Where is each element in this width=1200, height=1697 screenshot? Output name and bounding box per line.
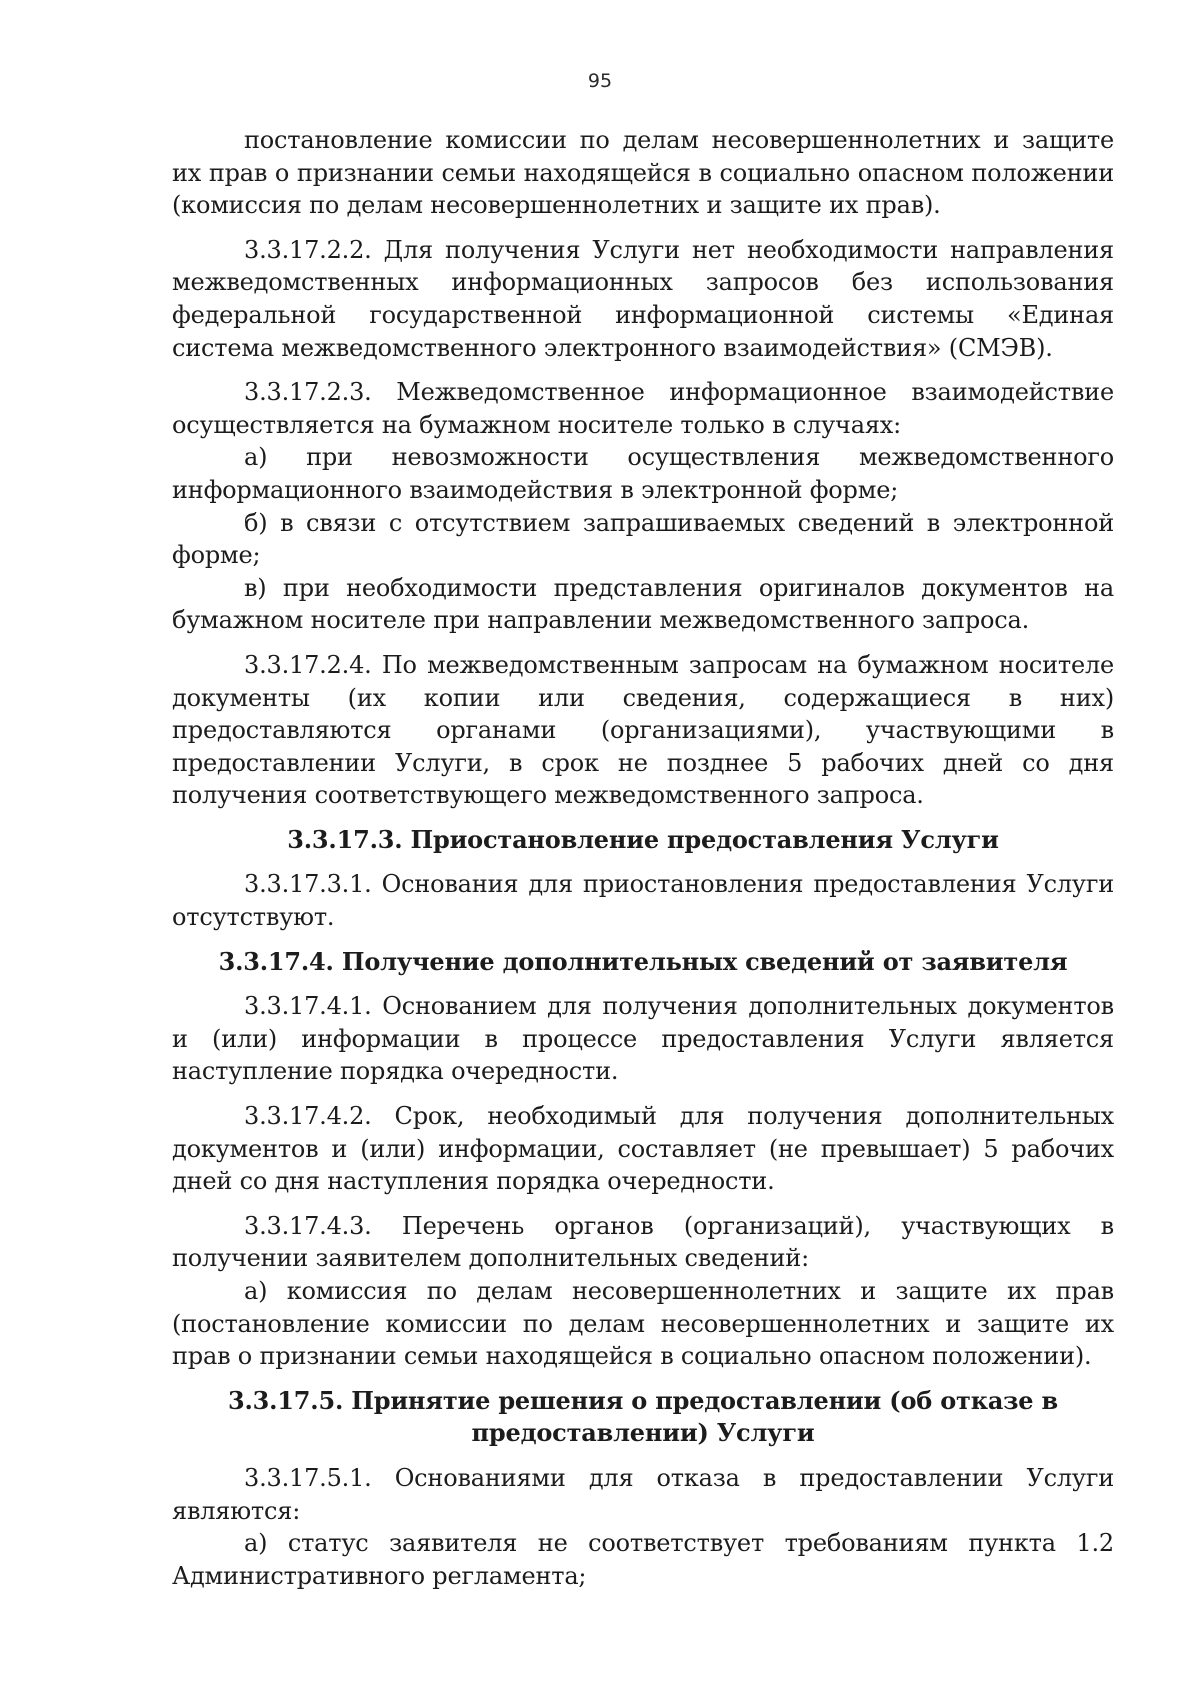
page-content: [172, 124, 1114, 1592]
section-heading-3-3-17-5: [172, 1385, 1114, 1450]
paragraph-3-3-17-2-2: 3.3.17.2.2. Для получения Услуги нет необходимости направления межведомственных информационных запросов без использования федеральной государственной информационной системы «Единая система межведомственного электронного взаимодействия» (СМЭВ).: [172, 235, 1114, 362]
paragraph-3-3-17-3-1: 3.3.17.3.1. Основания для приостановления предоставления Услуги отсутствуют.: [172, 870, 1114, 932]
paragraph-3-3-17-4-2: 3.3.17.4.2. Срок, необходимый для получения дополнительных документов и (или) информации, составляет (не превышает) 5 рабочих дней со дня наступления порядка очередности.: [172, 1102, 1114, 1196]
section-heading-line-2: предоставлении) Услуги: [471, 1418, 815, 1448]
paragraph-3-3-17-5-1: 3.3.17.5.1. Основаниями для отказа в предоставлении Услуги являются:: [172, 1463, 1114, 1525]
list-item-a: а) при невозможности осуществления межведомственного информационного взаимодействия в электронной форме;: [172, 443, 1114, 504]
list-item-b: б) в связи с отсутствием запрашиваемых сведений в электронной форме;: [172, 508, 1114, 570]
section-heading-line-1: 3.3.17.5. Принятие решения о предоставлении (об отказе в: [228, 1385, 1058, 1415]
list-item-a-status: а) статус заявителя не соответствует требованиям пункта 1.2 Административного регламента;: [172, 1529, 1114, 1590]
paragraph-continuation: постановление комиссии по делам несовершеннолетних и защите их прав о признании семьи находящейся в социально опасном положении (комиссия по делам несовершеннолетних и защите их прав).: [172, 126, 1114, 220]
paragraph-3-3-17-2-4: 3.3.17.2.4. По межведомственным запросам на бумажном носителе документы (их копии или сведения, содержащиеся в них) предоставляются органами (организациями), участвующими в предоставлении Услуги, в срок не позднее 5 рабочих дней со дня получения соответствующего межведомственного запроса.: [172, 650, 1114, 810]
section-heading-3-3-17-3: 3.3.17.3. Приостановление предоставления Услуги: [287, 824, 999, 854]
section-heading-3-3-17-4: 3.3.17.4. Получение дополнительных сведений от заявителя: [218, 946, 1068, 976]
paragraph-3-3-17-2-3: 3.3.17.2.3. Межведомственное информационное взаимодействие осуществляется на бумажном носителе только в случаях:: [172, 378, 1114, 439]
list-item-a-commission: а) комиссия по делам несовершеннолетних и защите их прав (постановление комиссии по делам несовершеннолетних и защите их прав о признании семьи находящейся в социально опасном положении).: [172, 1277, 1114, 1371]
paragraph-3-3-17-4-1: 3.3.17.4.1. Основанием для получения дополнительных документов и (или) информации в процессе предоставления Услуги является наступление порядка очередности.: [172, 992, 1114, 1086]
list-item-c: в) при необходимости представления оригиналов документов на бумажном носителе при направлении межведомственного запроса.: [172, 573, 1114, 635]
paragraph-3-3-17-4-3: 3.3.17.4.3. Перечень органов (организаций), участвующих в получении заявителем дополнительных сведений:: [172, 1211, 1114, 1273]
page-number: 95: [587, 70, 613, 92]
